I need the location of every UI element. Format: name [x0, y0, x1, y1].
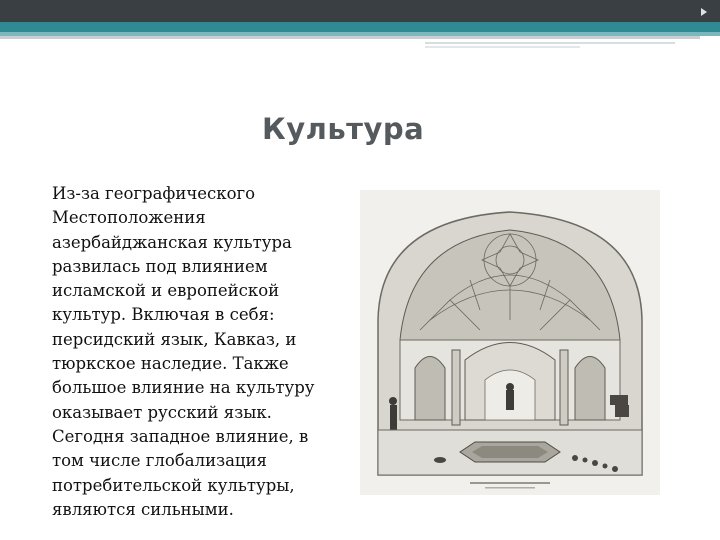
header-accent-line-short	[425, 46, 580, 48]
slide-title: Культура	[262, 112, 425, 146]
bathhouse-engraving-icon	[360, 190, 660, 495]
header-teal-bar	[0, 22, 720, 32]
header-gray-bar	[0, 36, 700, 39]
slide-body-text: Из-за географического Местоположения азербайджанская культура развилась под влиянием исламской и европейской культур. Включая в себя: персидский язык, Кавказ, и тюркское наследие. Также большое влияние на культуру оказывает русский язык. Сегодня западное влияние, в том числе глобализация потребительской культуры, являются сильными.	[52, 184, 315, 519]
bathhouse-illustration	[360, 190, 660, 495]
header-accent-line	[425, 42, 675, 44]
corner-triangle-icon	[701, 8, 707, 16]
header-dark-bar	[0, 0, 720, 22]
